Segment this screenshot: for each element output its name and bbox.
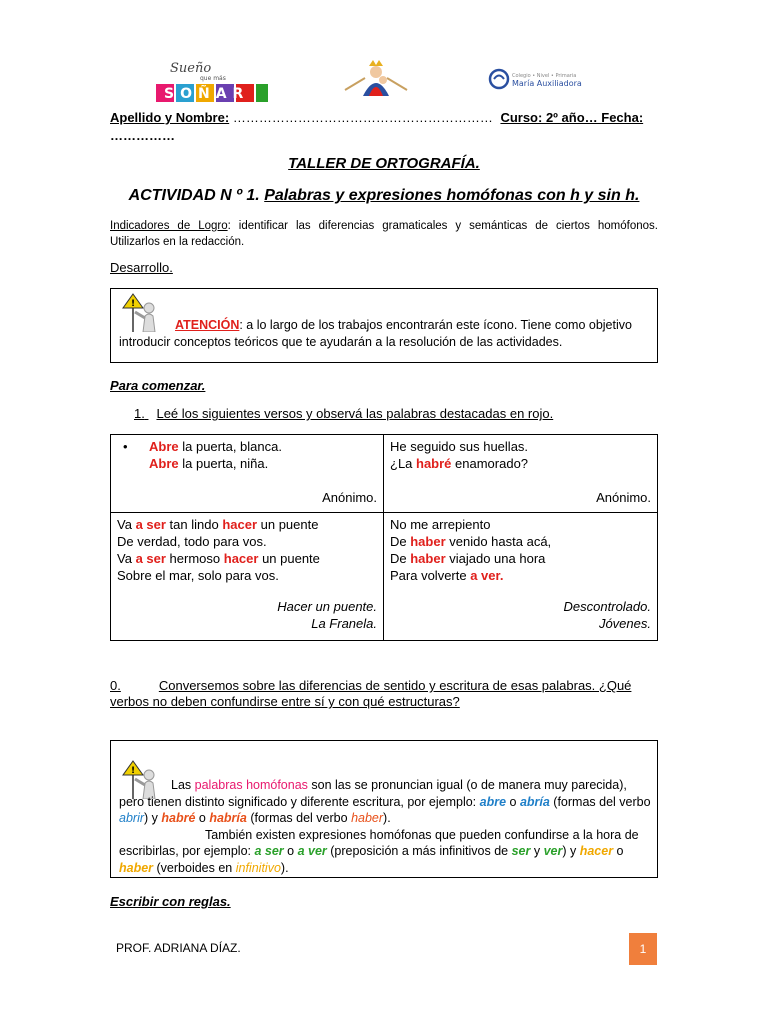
poem-3-line-2: De verdad, todo para vos.	[117, 534, 267, 549]
poem-1-line-1: • Abre la puerta, blanca.	[123, 439, 282, 454]
svg-text:que más: que más	[200, 75, 226, 82]
poem-3-line-3: Va a ser hermoso hacer un puente	[117, 551, 320, 566]
poem-4-line-4: Para volverte a ver.	[390, 568, 504, 583]
poem-3-author-2: La Franela.	[311, 616, 377, 631]
indicators-label: Indicadores de Logro	[110, 220, 228, 232]
date-dots: ……………	[110, 128, 175, 143]
svg-text:!: !	[131, 766, 136, 776]
page-title: TALLER DE ORTOGRAFÍA.	[288, 155, 480, 172]
instruction-1-number: 1.	[134, 406, 145, 421]
svg-text:Sueño: Sueño	[170, 61, 212, 76]
attention-keyword: ATENCIÓN	[175, 318, 240, 332]
svg-text:Colegio • Nivel • Primaria: Colegio • Nivel • Primaria	[512, 73, 577, 79]
religious-emblem-icon	[343, 60, 409, 98]
name-dots: ……………………………………………………	[232, 110, 493, 125]
poem-4-cell	[384, 513, 658, 641]
question-0-text: Conversemos sobre las diferencias de sentido y escritura de esas palabras. ¿Qué verbos no deben confundirse entre sí y con qué estructuras?	[110, 678, 632, 709]
page-number-badge	[629, 933, 657, 965]
activity-prefix: ACTIVIDAD N º 1.	[128, 187, 260, 204]
poem-3-cell	[111, 513, 384, 641]
poem-3-line-4: Sobre el mar, solo para vos.	[117, 568, 279, 583]
svg-text:!: !	[131, 299, 136, 309]
activity-text: Palabras y expresiones homófonas con h y sin h.	[264, 187, 640, 204]
poem-2-line-2: ¿La habré enamorado?	[390, 456, 529, 471]
school-logo-right	[488, 68, 618, 90]
poems-table	[110, 434, 658, 641]
rules-heading: Escribir con reglas.	[110, 894, 231, 909]
virgin-mary-image	[343, 60, 409, 98]
poem-4-author-2: Jóvenes.	[598, 616, 651, 631]
poem-1-author: Anónimo.	[322, 490, 377, 505]
poem-4-line-3: De haber viajado una hora	[390, 551, 546, 566]
instruction-1-text: Leé los siguientes versos y observá las palabras destacadas en rojo.	[156, 406, 554, 421]
poem-2-author: Anónimo.	[596, 490, 651, 505]
dream-logo-icon	[152, 58, 272, 104]
activity-title	[0, 187, 768, 205]
svg-text:SOÑAR: SOÑAR	[164, 86, 250, 102]
attention-body: : a lo largo de los trabajos encontrarán este ícono. Tiene como objetivo introducir conceptos teóricos que te ayudarán a la resolución de las actividades.	[119, 318, 632, 349]
student-info-line	[110, 109, 658, 145]
poem-3-line-1: Va a ser tan lindo hacer un puente	[117, 517, 319, 532]
development-heading: Desarrollo.	[110, 260, 173, 275]
maria-auxiliadora-logo-icon	[488, 68, 618, 90]
term-palabras-homofonas: palabras homófonas	[194, 778, 308, 792]
footer-author: PROF. ADRIANA DÍAZ.	[116, 941, 241, 955]
course-label: Curso: 2º año… Fecha:	[500, 110, 644, 125]
poem-4-line-2: De haber venido hasta acá,	[390, 534, 552, 549]
indicators-paragraph	[110, 218, 658, 250]
theory-paragraph-1: Las palabras homófonas son las se pronuncian igual (o de manera muy parecida), pero tienen distinto significado y diferente escritura, por ejemplo: abre o abría (formas del verbo abrir) y habré o habría (formas del verbo haber).	[119, 778, 651, 825]
indicators-text: : identificar las diferencias gramaticales y semánticas de ciertos homófonos. Utilizarlos en la redacción.	[110, 220, 658, 248]
school-logo-left	[152, 58, 272, 104]
attention-text	[119, 317, 649, 351]
attention-box	[110, 288, 658, 363]
theory-box	[110, 740, 658, 878]
poem-1-cell	[111, 435, 384, 513]
poem-4-line-1: No me arrepiento	[390, 517, 491, 532]
instruction-1	[134, 406, 553, 421]
svg-text:María Auxiliadora: María Auxiliadora	[512, 79, 582, 88]
poem-3-author-1: Hacer un puente.	[277, 599, 377, 614]
poem-4-author-1: Descontrolado.	[563, 599, 651, 614]
poem-2-cell	[384, 435, 658, 513]
theory-paragraph-2: También existen expresiones homófonas que pueden confundirse a la hora de escribirlas, por ejemplo: a ser o a ver (preposición a más infinitivos de ser y ver) y hacer o haber (verboides en infinitivo).	[119, 827, 639, 875]
para-comenzar-heading: Para comenzar.	[110, 378, 206, 393]
page-number: 1	[639, 942, 647, 956]
poem-2-line-1: He seguido sus huellas.	[390, 439, 529, 454]
question-0-number: 0.	[110, 678, 121, 693]
poem-1-line-2: Abre la puerta, niña.	[149, 456, 269, 471]
theory-text	[119, 777, 651, 876]
name-label: Apellido y Nombre:	[110, 110, 230, 125]
question-0	[110, 678, 658, 710]
